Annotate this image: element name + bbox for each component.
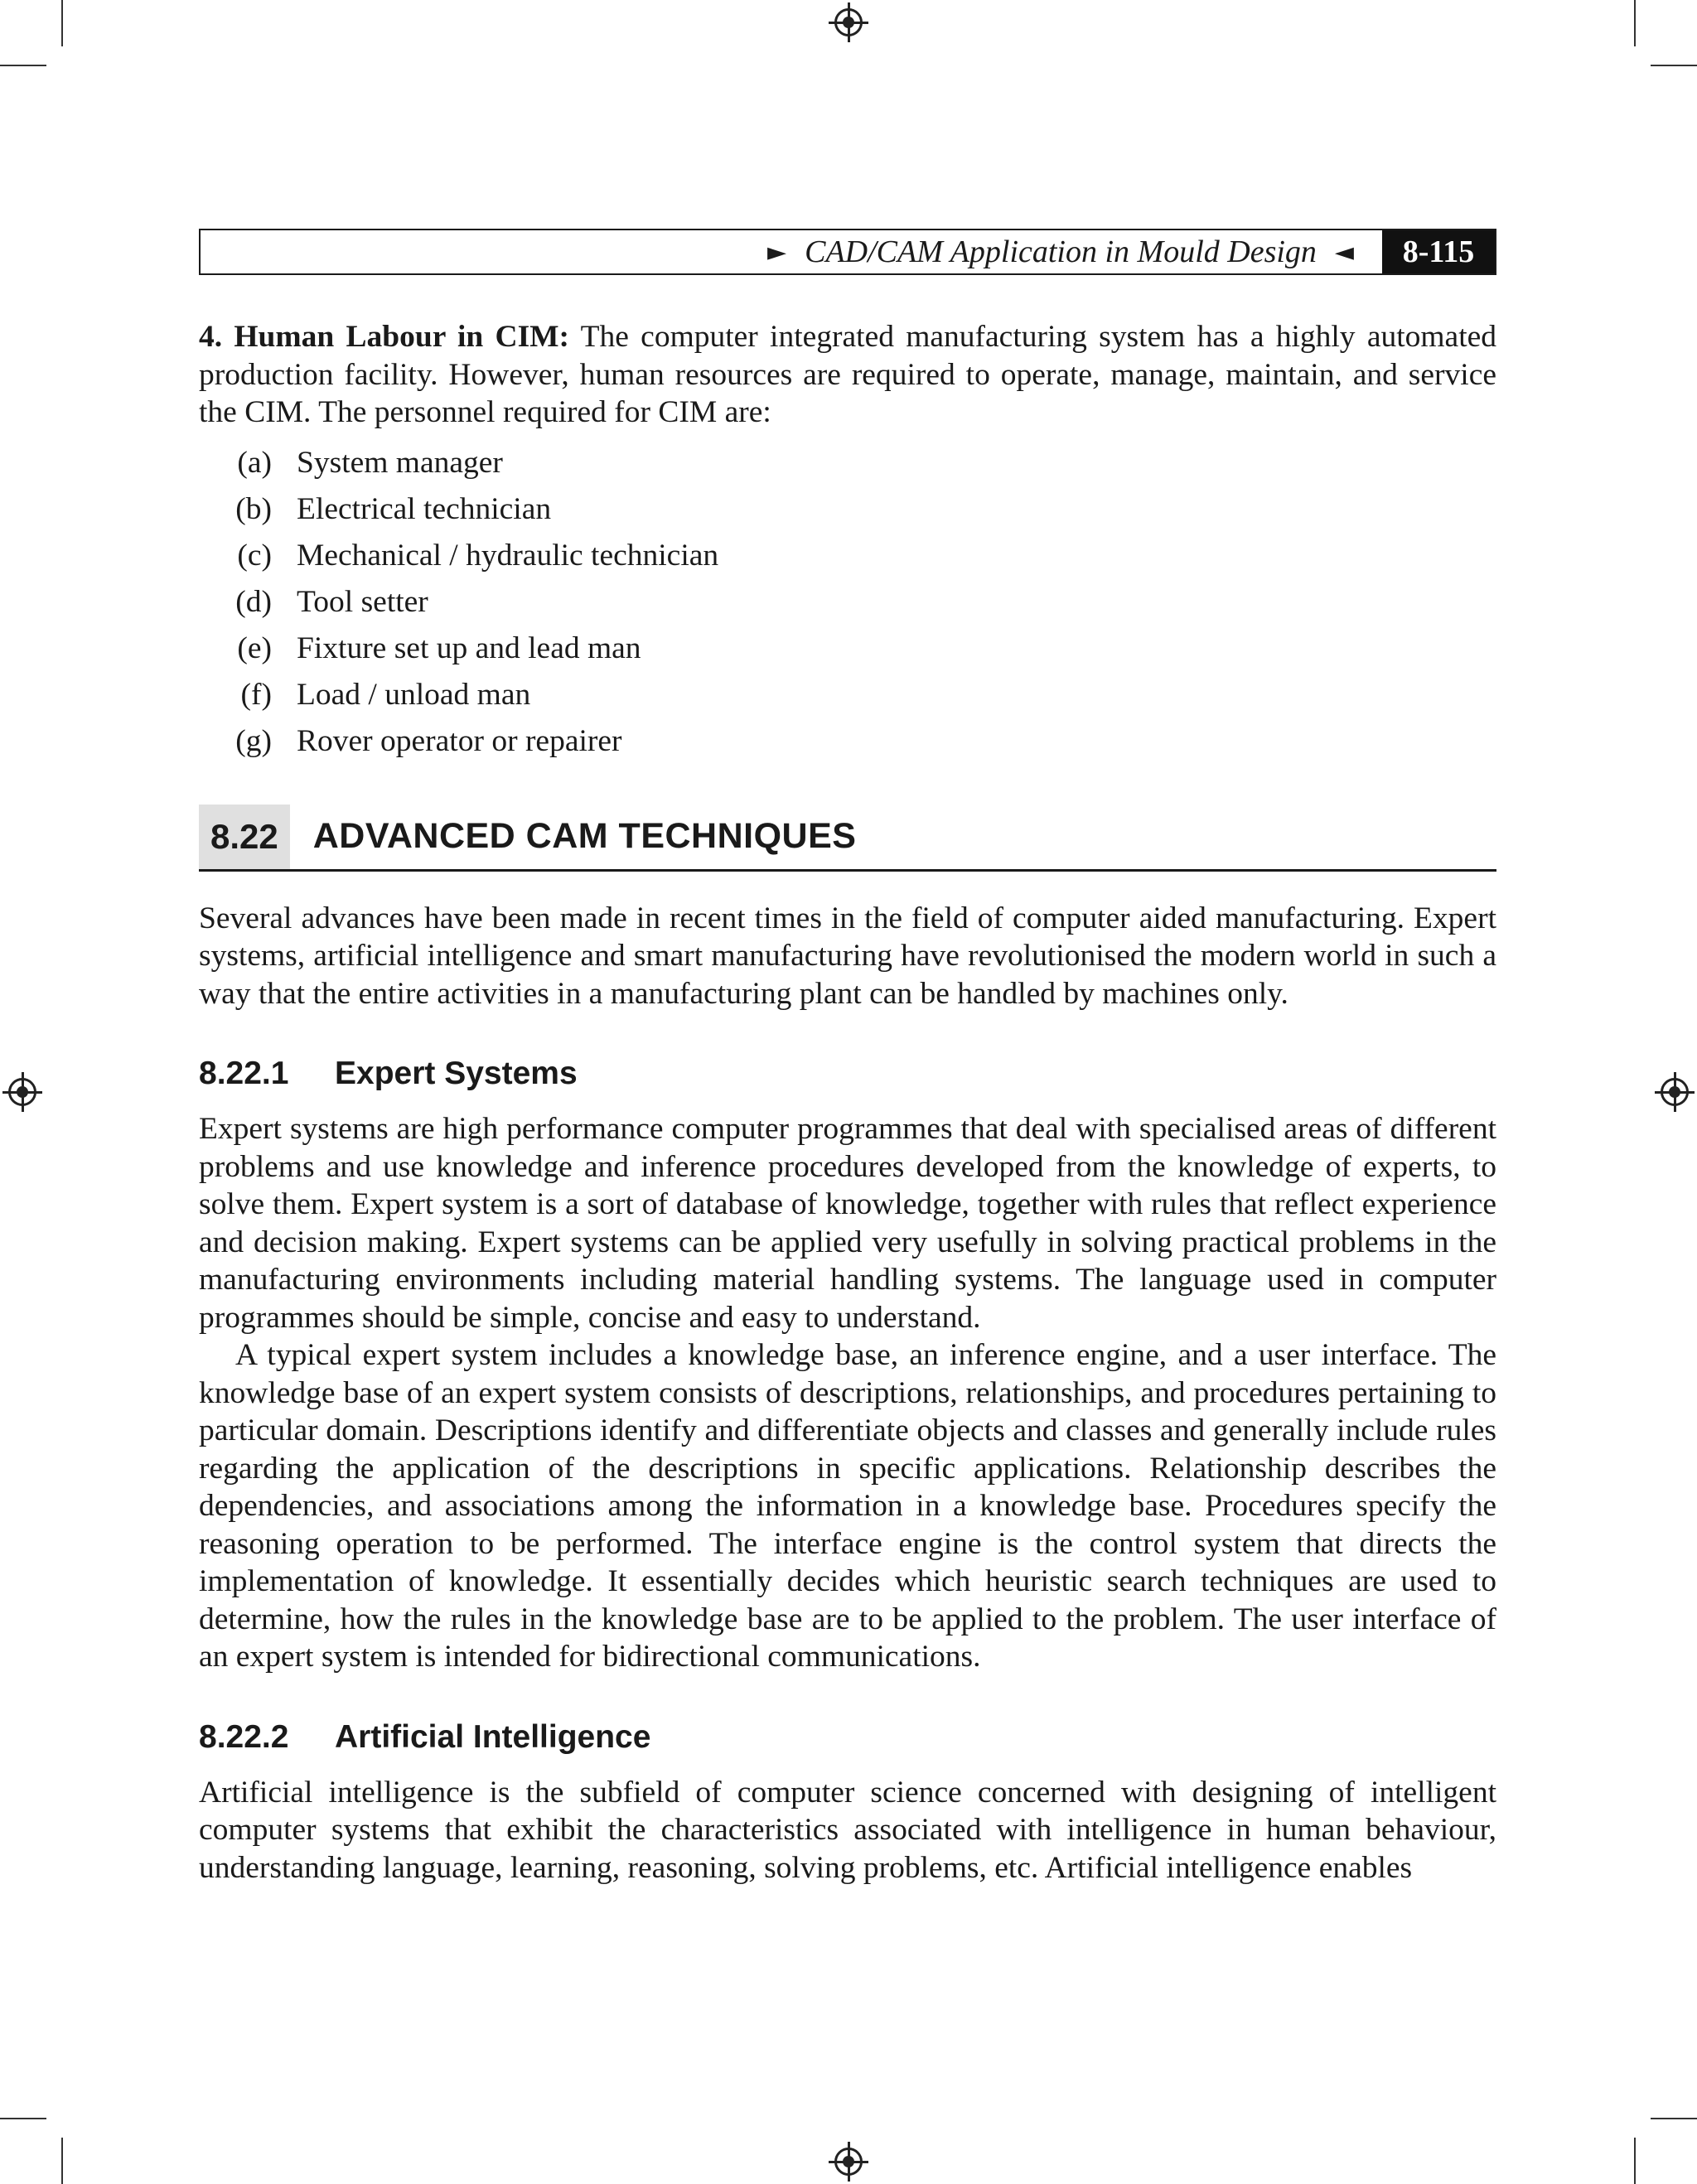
crop-mark xyxy=(0,2118,46,2119)
crop-mark xyxy=(61,0,63,46)
personnel-list xyxy=(199,440,1496,765)
list-item xyxy=(199,533,1496,579)
list-marker: (d) xyxy=(235,585,272,619)
list-item xyxy=(199,718,1496,765)
section-intro-paragraph: Several advances have been made in recent times in the field of computer aided manufacturing. Expert systems, artificial intelligence and smart manufacturing have revolutionised the modern world in such a way that the entire activities in a manufacturing plant can be handled by machines only. xyxy=(199,901,1496,1011)
running-title: CAD/CAM Application in Mould Design xyxy=(805,234,1317,269)
section-heading xyxy=(199,805,1496,872)
list-item-text: Load / unload man xyxy=(297,678,531,712)
page-content xyxy=(199,318,1496,1887)
running-header xyxy=(199,229,1496,275)
list-item xyxy=(199,626,1496,672)
subsection-heading xyxy=(199,1719,1496,1756)
list-item xyxy=(199,486,1496,533)
registration-mark-icon xyxy=(8,1078,36,1106)
list-item-text: Tool setter xyxy=(297,585,428,619)
subsection-number: 8.22.1 xyxy=(199,1056,289,1091)
registration-mark-icon xyxy=(834,2148,863,2176)
list-item xyxy=(199,672,1496,718)
subsection-heading xyxy=(199,1056,1496,1092)
list-marker: (f) xyxy=(240,678,272,712)
subsection-title: Expert Systems xyxy=(335,1056,578,1091)
registration-mark-icon xyxy=(834,8,863,36)
list-item xyxy=(199,440,1496,486)
section-number: 8.22 xyxy=(199,805,290,869)
list-marker: (c) xyxy=(237,539,272,573)
list-item-text: System manager xyxy=(297,446,503,480)
crop-mark xyxy=(1651,2118,1697,2119)
expert-systems-paragraph-1: Expert systems are high performance computer programmes that deal with specialised areas of different problems and use knowledge and inference procedures developed from the knowledge of experts, to solve them. Expert system is a sort of database of knowledge, together with rules that reflect experience and decision making. Expert systems can be applied very usefully in solving practical problems in the manufacturing environments including material handling systems. The language used in computer programmes should be simple, concise and easy to understand. xyxy=(199,1112,1496,1335)
list-marker: (a) xyxy=(237,446,272,480)
list-item-text: Electrical technician xyxy=(297,492,552,526)
list-marker: (b) xyxy=(235,492,272,526)
left-triangle-icon: ◄ xyxy=(1334,237,1354,267)
page-number: 8-115 xyxy=(1382,230,1495,273)
right-triangle-icon: ► xyxy=(767,237,787,267)
human-labour-lead: 4. Human Labour in CIM: xyxy=(199,320,570,354)
registration-mark-icon xyxy=(1661,1078,1689,1106)
list-item-text: Fixture set up and lead man xyxy=(297,631,641,665)
human-labour-paragraph xyxy=(199,318,1496,432)
subsection-number: 8.22.2 xyxy=(199,1718,289,1755)
crop-mark xyxy=(1634,0,1636,46)
list-marker: (e) xyxy=(237,631,272,665)
human-labour-text: The computer integrated manufacturing system has a highly automated production facility. However, human resources are required to operate, manage, maintain, and service the CIM. The personnel required for CIM are: xyxy=(199,320,1497,429)
crop-mark xyxy=(1634,2138,1636,2184)
ai-paragraph-1: Artificial intelligence is the subfield of computer science concerned with designing of intelligent computer systems that exhibit the characteristics associated with intelligence in human behaviour, understanding language, learning, reasoning, solving problems, etc. Artificial intelligence enables xyxy=(199,1775,1496,1885)
list-item xyxy=(199,579,1496,626)
crop-mark xyxy=(1651,65,1697,66)
subsection-title: Artificial Intelligence xyxy=(335,1718,651,1755)
crop-mark xyxy=(61,2138,63,2184)
list-item-text: Rover operator or repairer xyxy=(297,724,622,758)
list-item-text: Mechanical / hydraulic technician xyxy=(297,539,719,573)
list-marker: (g) xyxy=(235,724,272,758)
expert-systems-paragraph-2: A typical expert system includes a knowledge base, an inference engine, and a user interface. The knowledge base of an expert system consists of descriptions, relationships, and procedures pertaining to particular domain. Descriptions identify and differentiate objects and classes and generally include rules regarding the application of the descriptions in specific applications. Relationship describes the dependencies, and associations among the information in a knowledge base. Procedures specify the reasoning operation to be performed. The interface engine is the control system that directs the implementation of knowledge. It essentially decides which heuristic search techniques are used to determine, how the rules in the knowledge base are to be applied to the problem. The user interface of an expert system is intended for bidirectional communications. xyxy=(199,1338,1496,1674)
section-title: ADVANCED CAM TECHNIQUES xyxy=(312,816,857,856)
crop-mark xyxy=(0,65,46,66)
